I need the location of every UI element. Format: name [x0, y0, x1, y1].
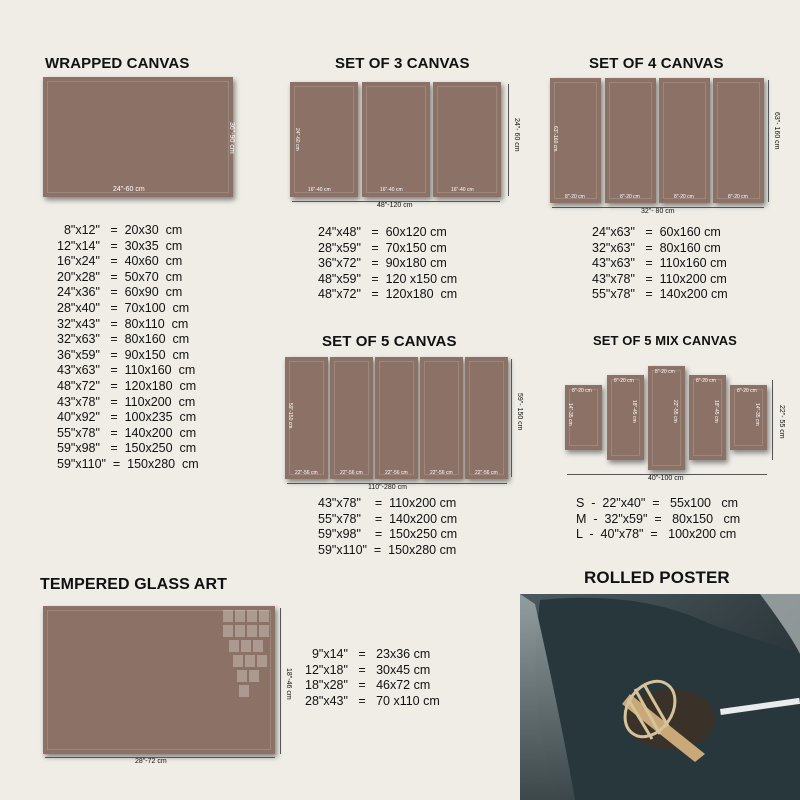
mix-panel-2 [607, 375, 644, 460]
set5-panel-height-label: 59"-150 cm [287, 403, 293, 429]
set3-height-label: 24"- 60 cm [513, 118, 520, 152]
set4-panel-2 [605, 78, 656, 203]
glass-reflection [223, 610, 271, 702]
set4-panel-4 [713, 78, 764, 203]
set5-size-list: 43"x78" = 110x200 cm 55"x78" = 140x200 cm 59"x98" = 150x250 cm 59"x110" = 150x280 cm [318, 496, 458, 557]
mix-height-label: 22"- 55 cm [778, 405, 785, 439]
set5-panel-2 [330, 357, 373, 479]
set5-width-label: 110"-280 cm [368, 484, 407, 491]
set4-height-line [768, 80, 769, 202]
mix-panel-width-label: 8"-20 cm [696, 378, 716, 384]
set4-size-list: 24"x63" = 60x160 cm 32"x63" = 80x160 cm 43"x63" = 110x160 cm 43"x78" = 110x200 cm 55"x78" = 140x200 cm [592, 225, 728, 302]
set4-width-label: 32"- 80 cm [641, 208, 675, 215]
mix-size-list: S - 22"x40" = 55x100 cm M - 32"x59" = 80x150 cm L - 40"x78" = 100x200 cm [576, 496, 741, 542]
glass-height-label: 18"-46 cm [285, 668, 292, 700]
set5-panel-label: 22"-56 cm [430, 470, 453, 476]
set4-panel-label: 8"-20 cm [728, 194, 748, 200]
set5-panel-label: 22"-56 cm [475, 470, 498, 476]
set3-size-list: 24"x48" = 60x120 cm 28"x59" = 70x150 cm 36"x72" = 90x180 cm 48"x59" = 120 x150 cm 48"x72" = 120x180 cm [318, 225, 458, 302]
mix-panel-width-label: 8"-20 cm [572, 388, 592, 394]
set4-panel-3 [659, 78, 710, 203]
wrapped-size-list: 8"x12" = 20x30 cm 12"x14" = 30x35 cm 16"x24" = 40x60 cm 20"x28" = 50x70 cm 24"x36" = 60x90 cm 28"x40" = 70x100 cm 32"x43" = 80x110 cm 32"x63" = 80x160 cm 36"x59" = 90x150 cm 43"x63" = 110x160 cm 48"x72" = 120x180 cm 43"x78" = 110x200 cm 40"x92" = 100x235 cm 55"x78" = 140x200 cm 59"x98" = 150x250 cm 59"x110" = 150x280 cm [57, 223, 199, 471]
mix-tall-height-label: 22"-55 cm [672, 400, 678, 423]
mix-panel-width-label: 8"-20 cm [737, 388, 757, 394]
mix-height-line [772, 380, 773, 460]
mix-panel-width-label: 8"-20 cm [655, 369, 675, 375]
set5-panel-3 [375, 357, 418, 479]
wrapped-canvas-panel [43, 77, 233, 197]
set4-panel-label: 8"-20 cm [674, 194, 694, 200]
set3-panel-label: 16"-40 cm [308, 187, 331, 193]
set5-panel-1 [285, 357, 328, 479]
mix-panel-1 [565, 385, 602, 450]
mix-small-height-label: 14"-35 cm [567, 403, 573, 426]
set5-title: SET OF 5 CANVAS [322, 333, 457, 350]
poster-title: ROLLED POSTER [584, 568, 730, 587]
set3-panel-label: 16"-40 cm [380, 187, 403, 193]
set5-panel-4 [420, 357, 463, 479]
set3-title: SET OF 3 CANVAS [335, 55, 470, 72]
set3-panel-1 [290, 82, 358, 197]
mix-panel-width-label: 8"-20 cm [614, 378, 634, 384]
glass-panel [43, 606, 275, 754]
mix-title: SET OF 5 MIX CANVAS [593, 333, 737, 348]
mix-width-label: 40"-100 cm [648, 475, 684, 482]
mix-panel-4 [689, 375, 726, 460]
mix-panel-5 [730, 385, 767, 450]
mix-small-height-label: 14"-35 cm [754, 403, 760, 426]
set3-panel-label: 16"-40 cm [451, 187, 474, 193]
glass-title: TEMPERED GLASS ART [40, 576, 227, 593]
set4-panel-1 [550, 78, 601, 203]
set5-panel-label: 22"-56 cm [295, 470, 318, 476]
glass-width-label: 28"-72 cm [135, 758, 167, 765]
set3-panel-height-label: 24"-60 cm [294, 128, 300, 151]
poster-illustration [520, 594, 800, 800]
set3-panel-2 [362, 82, 430, 197]
rolled-poster-image [520, 594, 800, 800]
set4-panel-height-label: 63"-160 cm [552, 126, 558, 152]
set4-title: SET OF 4 CANVAS [589, 55, 724, 72]
mix-mid-height-label: 18"-45 cm [631, 400, 637, 423]
mix-panel-3 [648, 366, 685, 470]
wrapped-height-label: 36"-90 cm [228, 122, 235, 154]
wrapped-canvas-title: WRAPPED CANVAS [45, 55, 190, 72]
set3-width-label: 48"-120 cm [377, 202, 413, 209]
set4-height-label: 63"- 160 cm [773, 112, 780, 150]
glass-size-list: 9"x14" = 23x36 cm 12"x18" = 30x45 cm 18"x28" = 46x72 cm 28"x43" = 70 x110 cm [305, 647, 440, 708]
set4-panel-label: 8"-20 cm [620, 194, 640, 200]
set5-panel-5 [465, 357, 508, 479]
wrapped-width-label: 24"-60 cm [113, 186, 145, 193]
set4-panel-label: 8"-20 cm [565, 194, 585, 200]
set5-panel-label: 22"-56 cm [340, 470, 363, 476]
set3-height-line [508, 84, 509, 196]
set3-panel-3 [433, 82, 501, 197]
mix-mid-height-label: 18"-45 cm [713, 400, 719, 423]
set5-height-label: 59"- 150 cm [516, 393, 523, 431]
set5-height-line [511, 359, 512, 477]
set5-panel-label: 22"-56 cm [385, 470, 408, 476]
glass-height-line [280, 608, 281, 754]
